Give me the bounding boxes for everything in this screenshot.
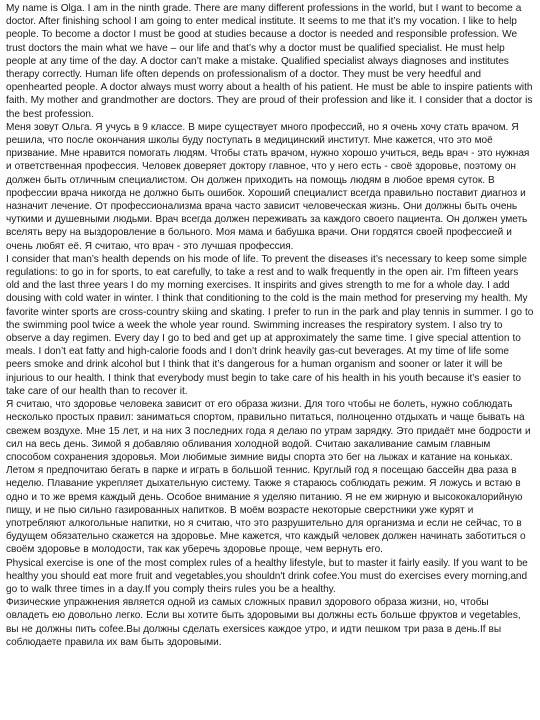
paragraph-russian-exercise: Физические упражнения является одной из самых сложных правил здорового образа жизни, но, чтобы овладеть ею довольно легко. Если вы хотите быть здоровыми вы должны есть больше фруктов и vegetables, вы не должны пить cofee.Вы должны сделать exersices каждое утро, и идти пешком три раза в день.If вы соблюдаете правила их вам быть здоровыми. (6, 597, 521, 648)
paragraph-english-health: I consider that man’s health depends on his mode of life. To prevent the diseases it’s necessary to keep some simple regulations: to go in for sports, to eat carefully, to take a rest and to walk frequently in the open air. I’m fifteen years old and the last three years I do my morning exercises. It inspirits and gives strength to me for a whole day. I add dousing with cold water in winter. I think that conditioning to the cold is the main method for preserving my health. My favorite winter sports are cross-country skiing and skating. I prefer to run in the park and play tennis in summer. I go to the swimming pool twice a week the whole year round. Swimming increases the respiratory system. I also try to observe a day regimen. Every day I go to bed and get up at approximately the same time. I give special attention to meals. I don’t eat fatty and high-calorie foods and I don’t drink heavily gas-cut beverages. At my time of life some peers smoke and drink alcohol but I think that it’s dangerous for a human organism and sooner or later it will be injurious to our health. I think that everybody must begin to take care of his health in his youth because it’s easier to take care of our health than to recover it. (6, 253, 534, 397)
paragraph-russian-doctor: Меня зовут Ольга. Я учусь в 9 классе. В мире существует много профессий, но я очень хочу стать врачом. Я решила, что после окончания школы буду поступать в медицинский институт. Мне кажется, что это моё призвание. Мне нравится помогать людям. Чтобы стать врачом, нужно хорошо учиться, ведь врач - это нужная и ответственная профессия. Человек доверяет доктору главное, что у него есть - своё здоровье, поэтому он должен быть отличным специалистом. Он должен приходить на помощь людям в любое время суток. В профессии врача никогда не должно быть ошибок. Хороший специалист всегда правильно поставит диагноз и назначит лечение. От профессионализма врача часто зависит человеческая жизнь. Они должны быть очень чуткими и душевными людьми. Врач всегда должен переживать за каждого своего пациента. Он должен уметь вселять веру на выздоровление в больного. Моя мама и бабушка врачи. Они гордятся своей профессией и очень любят её. Я считаю, что врач - это лучшая профессия. (6, 121, 530, 252)
paragraph-russian-health: Я считаю, что здоровье человека зависит от его образа жизни. Для того чтобы не болеть, нужно соблюдать несколько простых правил: заниматься спортом, правильно питаться, полноценно отдыхать и чаще бывать на свежем воздухе. Мне 15 лет, и на них 3 последних года я делаю по утрам зарядку. Это придаёт мне бодрости и сил на весь день. Зимой я добавляю обливания холодной водой. Считаю закаливание самым главным способом сохранения здоровья. Мои любимые зимние виды спорта это бег на лыжах и катание на коньках. Летом я предпочитаю бегать в парке и играть в большой теннис. Круглый год я посещаю бассейн два раза в неделю. Плавание укрепляет дыхательную систему. Также я стараюсь соблюдать режим. Я ложусь и встаю в одно и то же время каждый день. Особое внимание я уделяю питанию. Я не ем жирную и высококалорийную пищу, и не пью сильно газированных напитков. В моём возрасте некоторые сверстники уже курят и употребляют алкогольные напитки, но я считаю, что это разрушительно для организма и если не сейчас, то в будущем обязательно скажется на здоровье. Мне кажется, что каждый человек должен начинать заботиться о своём здоровье в молодости, так как уберечь здоровье проще, чем вернуть его. (6, 399, 531, 556)
paragraph-english-exercise: Physical exercise is one of the most complex rules of a healthy lifestyle, but to master it fairly easily. If you want to be healthy you should eat more fruit and vegetables,you shouldn't drink cofee.You must do exercises every morning,and go to walk three times in a day.If you comply theirs rules you be a healthy. (6, 557, 528, 595)
paragraph-english-doctor: My name is Olga. I am in the ninth grade. There are many different professions in the world, but I want to become a doctor. After finishing school I am going to enter medical institute. It seems to me that it’s my vocation. I like to help people. To become a doctor I must be good at studies because a doctor is needed and responsible profession. We trust doctors the main what we have – our life and that’s why a doctor must be qualified specialist. He must help people at any time of the day. A doctor can’t make a mistake. Qualified specialist always diagnoses and institutes therapy correctly. Human life often depends on professionalism of a doctor. They must be very heedful and openhearted people. A doctor always must worry about a health of his patient. He must be able to inspire patients with faith. My mother and grandmother are doctors. They are proud of their profession and like it. I consider that a doctor is the best profession. (6, 3, 533, 120)
